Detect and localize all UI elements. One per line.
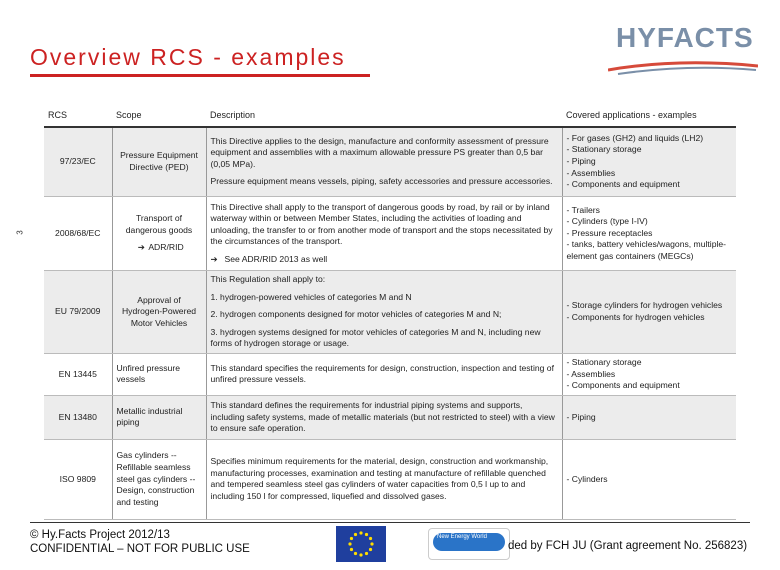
covered-item: - Cylinders (type I-IV) bbox=[566, 216, 648, 227]
table-header-row bbox=[44, 104, 736, 127]
new-energy-world-logo bbox=[428, 528, 510, 560]
eu-star-icon bbox=[359, 553, 362, 556]
column-header-rcs: RCS bbox=[44, 104, 112, 127]
description-text: 2. hydrogen components designed for motor vehicles of categories M and N; bbox=[210, 309, 502, 320]
covered-item: - For gases (GH2) and liquids (LH2) bbox=[566, 132, 704, 143]
covered-item: - Trailers bbox=[566, 204, 600, 215]
description-text: This Regulation shall apply to: bbox=[210, 274, 326, 285]
description-text: 1. hydrogen-powered vehicles of categories M and N bbox=[210, 291, 412, 302]
eu-star-icon bbox=[369, 537, 372, 540]
covered-item: - Components for hydrogen vehicles bbox=[566, 312, 705, 323]
covered-item: - Assemblies bbox=[566, 167, 616, 178]
covered-item: - Components and equipment bbox=[566, 380, 680, 391]
description-cell bbox=[206, 271, 562, 354]
eu-star-icon bbox=[350, 537, 353, 540]
description-text: This Directive shall apply to the transport of dangerous goods by road, by rail or by inland waterway within or between Member States, including the activities of loading and unloading, the transfer to or from another mode of transport and the stops necessitated by the circumstances of the transport. bbox=[210, 201, 553, 247]
eu-star-icon bbox=[370, 542, 373, 545]
covered-item: - Stationary storage bbox=[566, 357, 642, 368]
footer-copyright bbox=[30, 528, 250, 556]
covered-item: - tanks, battery vehicles/wagons, multiple-element gas containers (MEGCs) bbox=[566, 239, 727, 261]
hyfacts-logo-text: HYFACTS bbox=[616, 22, 754, 53]
right-arrow-icon: ➔ bbox=[210, 253, 218, 264]
eu-star-icon bbox=[354, 552, 357, 555]
table-row bbox=[44, 395, 736, 439]
logo-swoosh-icon bbox=[608, 56, 758, 76]
eu-star-icon bbox=[365, 533, 368, 536]
description-text: Pressure equipment means vessels, piping, safety accessories and pressure accessories. bbox=[210, 176, 553, 187]
page-number: 3 bbox=[15, 230, 25, 235]
eu-flag-icon bbox=[336, 526, 386, 562]
footer-divider bbox=[30, 522, 750, 523]
description-text: Specifies minimum requirements for the material, design, construction and workmanship, manufacturing processes, examination and testing at manufacture of refillable quenched and tempered seamless steel gas cylinders of water capacities from 0,5 l up to and including 150 l for compressed, liquefied and dissolved gases. bbox=[210, 456, 549, 501]
column-header-covered: Covered applications - examples bbox=[562, 104, 736, 127]
covered-cell bbox=[562, 197, 736, 271]
scope-subitem-text: ADR/RID bbox=[148, 242, 184, 253]
rcs-cell: 2008/68/EC bbox=[44, 197, 112, 271]
scope-cell: Gas cylinders -- Refillable seamless steel gas cylinders -- Design, construction and testing bbox=[112, 439, 206, 519]
scope-cell: Approval of Hydrogen-Powered Motor Vehicles bbox=[112, 271, 206, 354]
rcs-cell: ISO 9809 bbox=[44, 439, 112, 519]
page-title: Overview RCS - examples bbox=[30, 44, 346, 70]
scope-cell: Pressure Equipment Directive (PED) bbox=[112, 127, 206, 197]
rcs-table bbox=[44, 104, 736, 520]
covered-item: - Assemblies bbox=[566, 368, 616, 379]
eu-star-icon bbox=[354, 533, 357, 536]
description-text: This Directive applies to the design, manufacture and conformity assessment of pressure equipment and assemblies with a maximum allowable pressure PS greater than 0,5 bar (0,05 MPa). bbox=[210, 135, 549, 169]
eu-star-icon bbox=[350, 548, 353, 551]
covered-item: - Piping bbox=[566, 411, 596, 422]
scope-cell bbox=[112, 197, 206, 271]
description-text: This standard defines the requirements for industrial piping systems and supports, including safety systems, made of metallic materials (but not restricted to steel) with a view to ensure safe operation. bbox=[210, 399, 555, 434]
description-text: This standard specifies the requirements for design, construction, inspection and testing of unfired pressure vessels. bbox=[210, 362, 554, 385]
covered-cell bbox=[562, 439, 736, 519]
description-cell bbox=[206, 354, 562, 396]
copyright-text: © Hy.Facts Project 2012/13 bbox=[30, 529, 170, 541]
hyfacts-logo bbox=[608, 20, 758, 80]
rcs-cell: EU 79/2009 bbox=[44, 271, 112, 354]
table-row bbox=[44, 127, 736, 197]
column-header-description: Description bbox=[206, 104, 562, 127]
covered-cell bbox=[562, 271, 736, 354]
see-also-text: See ADR/RID 2013 as well bbox=[224, 253, 328, 264]
column-header-scope: Scope bbox=[112, 104, 206, 127]
description-cell bbox=[206, 127, 562, 197]
right-arrow-icon: ➔ bbox=[137, 242, 145, 253]
eu-star-icon bbox=[369, 548, 372, 551]
rcs-cell: 97/23/EC bbox=[44, 127, 112, 197]
see-also bbox=[211, 254, 558, 266]
description-text: 3. hydrogen systems designed for motor vehicles of categories M and N, including new forms of hydrogen storage or usage. bbox=[210, 326, 541, 349]
table-row bbox=[44, 354, 736, 396]
covered-item: - Cylinders bbox=[566, 473, 608, 484]
covered-item: - Piping bbox=[566, 156, 596, 167]
eu-star-icon bbox=[348, 542, 351, 545]
table-row bbox=[44, 271, 736, 354]
scope-cell: Metallic industrial piping bbox=[112, 395, 206, 439]
description-cell bbox=[206, 439, 562, 519]
rcs-cell: EN 13445 bbox=[44, 354, 112, 396]
scope-cell: Unfired pressure vessels bbox=[112, 354, 206, 396]
covered-item: - Components and equipment bbox=[566, 179, 680, 190]
new-energy-text: New Energy World bbox=[437, 534, 487, 540]
table-row bbox=[44, 439, 736, 519]
confidential-text: CONFIDENTIAL – NOT FOR PUBLIC USE bbox=[30, 543, 250, 555]
covered-cell bbox=[562, 127, 736, 197]
scope-subitem bbox=[117, 242, 202, 254]
eu-star-icon bbox=[359, 531, 362, 534]
funding-text: ded by FCH JU (Grant agreement No. 256823) bbox=[508, 540, 748, 552]
title-underline bbox=[30, 74, 370, 77]
covered-cell bbox=[562, 354, 736, 396]
covered-cell bbox=[562, 395, 736, 439]
description-cell bbox=[206, 395, 562, 439]
table-row bbox=[44, 197, 736, 271]
covered-item: - Pressure receptacles bbox=[566, 227, 653, 238]
rcs-cell: EN 13480 bbox=[44, 395, 112, 439]
description-cell bbox=[206, 197, 562, 271]
covered-item: - Stationary storage bbox=[566, 144, 642, 155]
scope-text: Transport of dangerous goods bbox=[125, 213, 193, 235]
covered-item: - Storage cylinders for hydrogen vehicles bbox=[566, 300, 723, 311]
eu-star-icon bbox=[365, 552, 368, 555]
